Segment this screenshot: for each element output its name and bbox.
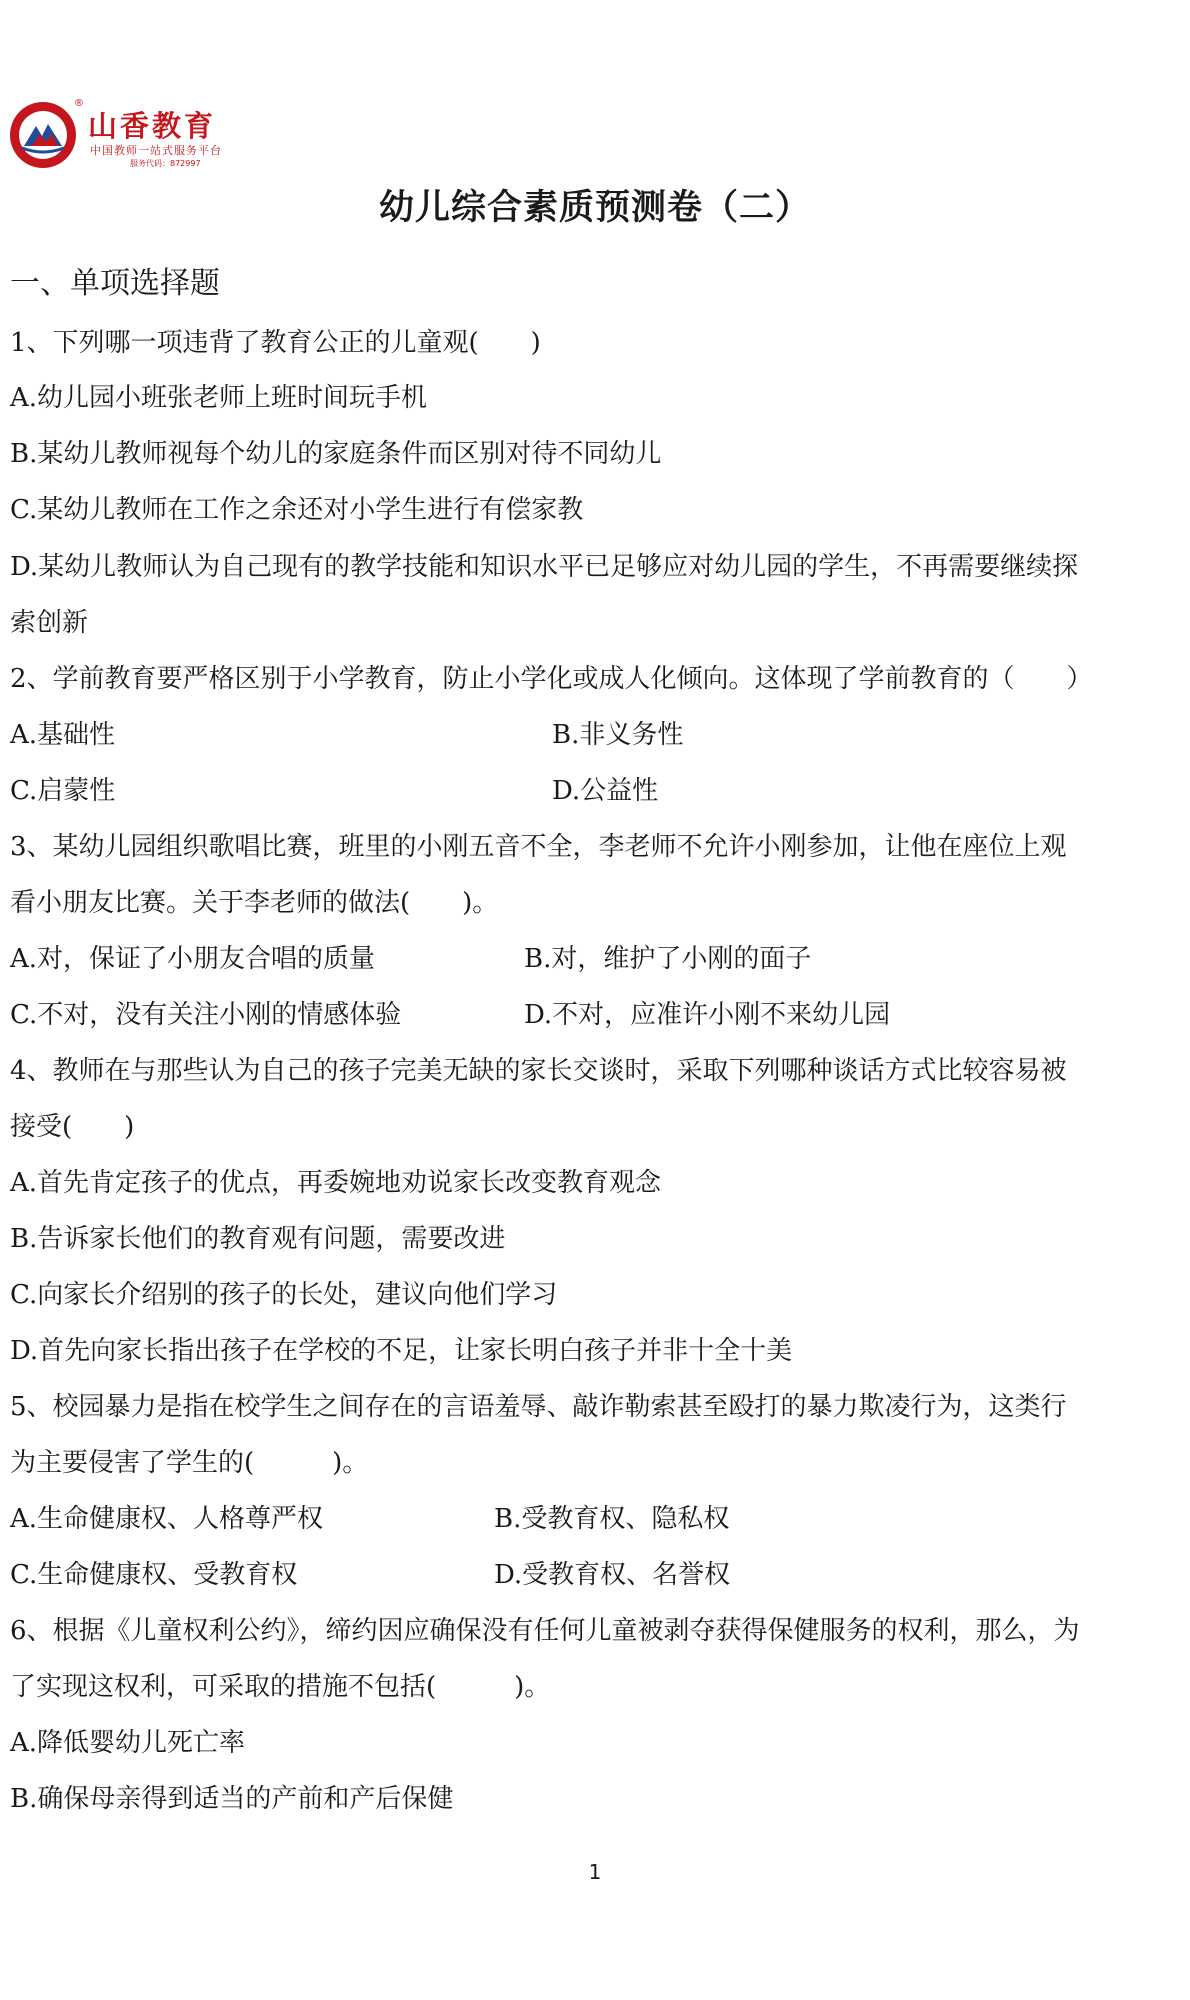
question-1-option-b: B.某幼儿教师视每个幼儿的家庭条件而区别对待不同幼儿 [10,439,662,469]
question-5-option-c: C.生命健康权、受教育权 [10,1560,298,1590]
section-heading: 一、单项选择题 [10,266,220,301]
question-6-stem-cont: 了实现这权利，可采取的措施不包括( )。 [10,1672,551,1702]
question-3-option-d: D.不对，应准许小刚不来幼儿园 [524,1000,891,1030]
question-6-stem: 6、根据《儿童权利公约》，缔约因应确保没有任何儿童被剥夺获得保健服务的权利，那么，为 [10,1616,1080,1646]
question-3-option-b: B.对，维护了小刚的面子 [524,944,812,974]
question-3-option-c: C.不对，没有关注小刚的情感体验 [10,1000,402,1030]
question-6-option-b: B.确保母亲得到适当的产前和产后保健 [10,1784,454,1814]
question-2-option-d: D.公益性 [552,776,659,806]
question-3-stem: 3、某幼儿园组织歌唱比赛，班里的小刚五音不全，李老师不允许小刚参加，让他在座位上观 [10,832,1067,862]
question-3-stem-cont: 看小朋友比赛。关于李老师的做法( )。 [10,888,499,918]
question-4-option-c: C.向家长介绍别的孩子的长处，建议向他们学习 [10,1280,558,1310]
question-1-option-a: A.幼儿园小班张老师上班时间玩手机 [10,383,428,413]
question-1-option-d: D.某幼儿教师认为自己现有的教学技能和知识水平已足够应对幼儿园的学生，不再需要继续探 [10,552,1079,582]
question-2-option-b: B.非义务性 [552,720,684,750]
page-number: 1 [588,1860,602,1884]
logo-emblem-icon [8,100,78,170]
question-1-option-c: C.某幼儿教师在工作之余还对小学生进行有偿家教 [10,495,584,525]
document-title: 幼儿综合素质预测卷（二） [378,188,811,228]
question-4-stem: 4、教师在与那些认为自己的孩子完美无缺的家长交谈时，采取下列哪种谈话方式比较容易被 [10,1056,1067,1086]
question-2-stem: 2、学前教育要严格区别于小学教育，防止小学化或成人化倾向。这体现了学前教育的（ ） [10,664,1093,694]
question-5-option-a: A.生命健康权、人格尊严权 [10,1504,324,1534]
question-6-option-a: A.降低婴幼儿死亡率 [10,1728,246,1758]
question-4-option-d: D.首先向家长指出孩子在学校的不足，让家长明白孩子并非十全十美 [10,1336,793,1366]
brand-slogan: 中国教师一站式服务平台 [90,144,222,157]
brand-name: 山香教育 [88,109,217,143]
question-4-option-b: B.告诉家长他们的教育观有问题，需要改进 [10,1224,506,1254]
question-4-option-a: A.首先肯定孩子的优点，再委婉地劝说家长改变教育观念 [10,1168,662,1198]
question-4-stem-cont: 接受( ) [10,1112,135,1142]
question-1-stem: 1、下列哪一项违背了教育公正的儿童观( ) [10,328,541,358]
question-5-stem-cont: 为主要侵害了学生的( )。 [10,1448,369,1478]
question-5-stem: 5、校园暴力是指在校学生之间存在的言语羞辱、敲诈勒索甚至殴打的暴力欺凌行为，这类行 [10,1392,1067,1422]
brand-code: 服务代码：872997 [130,159,201,168]
question-2-option-c: C.启蒙性 [10,776,116,806]
brand-logo [8,98,258,172]
question-1-option-d-cont: 索创新 [10,608,89,638]
question-5-option-b: B.受教育权、隐私权 [494,1504,730,1534]
question-3-option-a: A.对，保证了小朋友合唱的质量 [10,944,376,974]
registered-mark: ® [74,98,84,109]
question-2-option-a: A.基础性 [10,720,116,750]
question-5-option-d: D.受教育权、名誉权 [494,1560,731,1590]
